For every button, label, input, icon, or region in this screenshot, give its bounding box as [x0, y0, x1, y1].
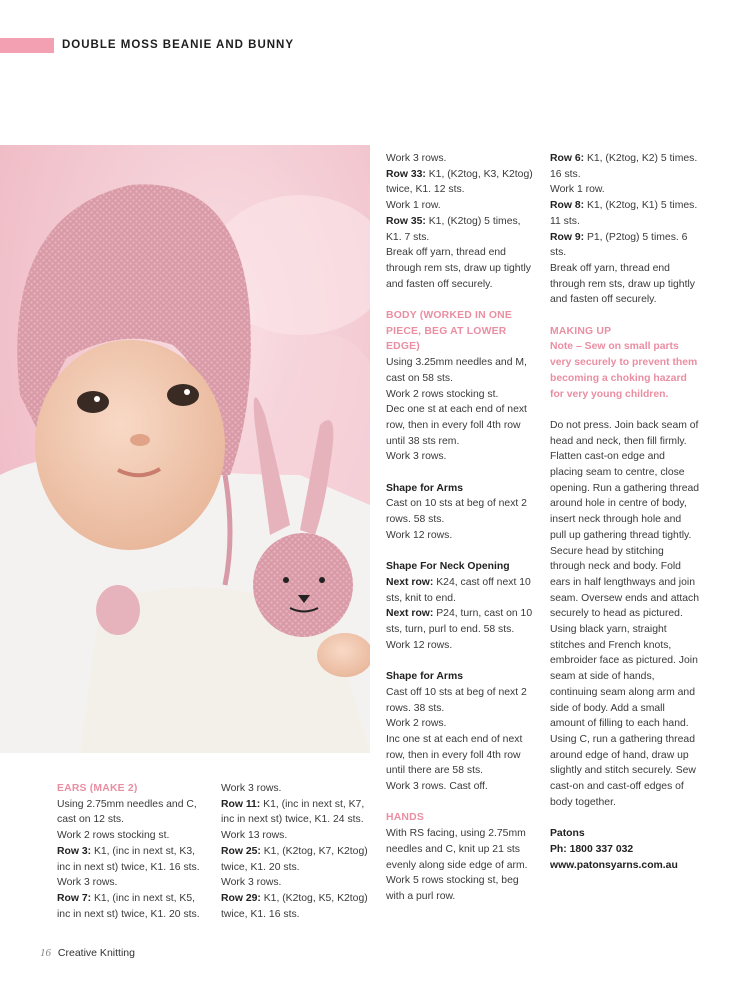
text-line: Work 2 rows stocking st. — [386, 388, 499, 400]
text-line: Using 2.75mm needles and C, cast on 12 sts. — [57, 798, 197, 826]
ears-heading: EARS (MAKE 2) — [57, 783, 138, 794]
text-line: Cast off 10 sts at beg of next 2 rows. 38 sts. — [386, 686, 527, 714]
brand-phone: Ph: 1800 337 032 — [550, 843, 634, 855]
text-line: With RS facing, using 2.75mm needles and C, knit up 21 sts evenly along side edge of arm. — [386, 828, 528, 871]
page-footer — [40, 947, 135, 959]
text-line: Work 2 rows. — [386, 718, 447, 730]
body-heading: BODY (WORKED IN ONE PIECE, BEG AT LOWER EDGE) — [386, 310, 512, 353]
text-line: Work 3 rows. Cast off. — [386, 781, 488, 793]
text-line: Work 2 rows stocking st. — [57, 830, 170, 842]
text-line: Work 12 rows. — [386, 639, 453, 651]
text-line: Next row: P24, turn, cast on 10 sts, turn, purl to end. 58 sts. — [386, 608, 533, 636]
page-number: 16 — [40, 947, 51, 959]
text-line: Using 3.25mm needles and M, cast on 58 sts. — [386, 357, 527, 384]
text-line: Row 25: K1, (K2tog, K7, K2tog) twice, K1. 20 sts. — [221, 845, 368, 873]
text-line: Work 13 rows. — [221, 830, 288, 842]
text-line: Inc one st at each end of next row, then in every foll 4th row until there are 58 sts. — [386, 733, 523, 777]
text-line: Row 8: K1, (K2tog, K1) 5 times. 11 sts. — [550, 200, 698, 227]
brand-website: www.patonsyarns.com.au — [550, 859, 678, 871]
text-line: Row 11: K1, (inc in next st, K7, inc in next st) twice, K1. 24 sts. — [221, 798, 365, 826]
text-line: Break off yarn, thread end through rem sts, draw up tightly and fasten off securely. — [550, 262, 695, 306]
text-line: Row 33: K1, (K2tog, K3, K2tog) twice, K1. 12 sts. — [386, 168, 533, 196]
text-line: Row 29: K1, (K2tog, K5, K2tog) twice, K1. 16 sts. — [221, 892, 368, 920]
page-title: DOUBLE MOSS BEANIE AND BUNNY — [62, 39, 295, 51]
shape-arms-heading-2: Shape for Arms — [386, 671, 463, 683]
hands-heading: HANDS — [386, 812, 424, 824]
text-line: Work 1 row. — [550, 184, 605, 196]
text-line: Work 3 rows. — [57, 877, 118, 889]
text-line: Row 35: K1, (K2tog) 5 times, K1. 7 sts. — [386, 215, 521, 243]
column-body — [386, 151, 538, 905]
safety-note: Note – Sew on small parts very securely to prevent them becoming a choking hazard for very young children. — [550, 341, 698, 400]
column-making-up — [550, 151, 700, 873]
brand-name: Patons — [550, 828, 585, 840]
text-line: Work 12 rows. — [386, 529, 453, 541]
header-accent-bar — [0, 38, 54, 53]
neck-opening-heading: Shape For Neck Opening — [386, 561, 510, 573]
column-ears — [57, 781, 207, 922]
column-ears-continued — [221, 781, 376, 922]
text-line: Work 3 rows. — [221, 877, 282, 889]
text-line: Work 3 rows. — [386, 153, 447, 164]
text-line: Work 5 rows stocking st, beg with a purl row. — [386, 875, 519, 902]
text-line: Work 3 rows. — [386, 451, 447, 463]
text-line: Row 6: K1, (K2tog, K2) 5 times. 16 sts. — [550, 153, 698, 180]
making-up-text: Do not press. Join back seam of head and neck, then fill firmly. Flatten cast-on edge and placing seam to centre, close opening. Run a gathering thread around hole in centre of body, insert neck through hole and pull up gathering thread tightly. Secure head by stitching through neck and body. Fold ears in half lengthways and join seam. Oversew ends and attach securely to head as pictured. Using black yarn, straight stitches and French knots, embroider face as pictured. Join seam at side of hands, continuing seam along arm and side of body. Add a small amount of filling to each hand. Using C, run a gathering thread around edge of hand, draw up slightly and stitch securely. Sew cast-on and cast-off edges of body together. — [550, 419, 700, 808]
making-up-heading: MAKING UP — [550, 325, 612, 337]
text-line: Row 3: K1, (inc in next st, K3, inc in next st) twice, K1. 16 sts. — [57, 845, 200, 873]
text-line: Row 7: K1, (inc in next st, K5, inc in next st) twice, K1. 20 sts. — [57, 892, 200, 920]
text-line: Break off yarn, thread end through rem sts, draw up tightly and fasten off securely. — [386, 247, 531, 290]
text-line: Row 9: P1, (P2tog) 5 times. 6 sts. — [550, 231, 688, 259]
text-line: Dec one st at each end of next row, then in every foll 4th row until 38 sts rem. — [386, 404, 527, 447]
shape-arms-heading: Shape for Arms — [386, 482, 463, 494]
text-line: Work 3 rows. — [221, 783, 282, 794]
baby-with-bunny-photo — [0, 145, 370, 753]
publication-name: Creative Knitting — [57, 947, 135, 959]
text-line: Next row: K24, cast off next 10 sts, knit to end. — [386, 576, 531, 604]
text-line: Work 1 row. — [386, 200, 441, 212]
text-line: Cast on 10 sts at beg of next 2 rows. 58 sts. — [386, 498, 527, 526]
